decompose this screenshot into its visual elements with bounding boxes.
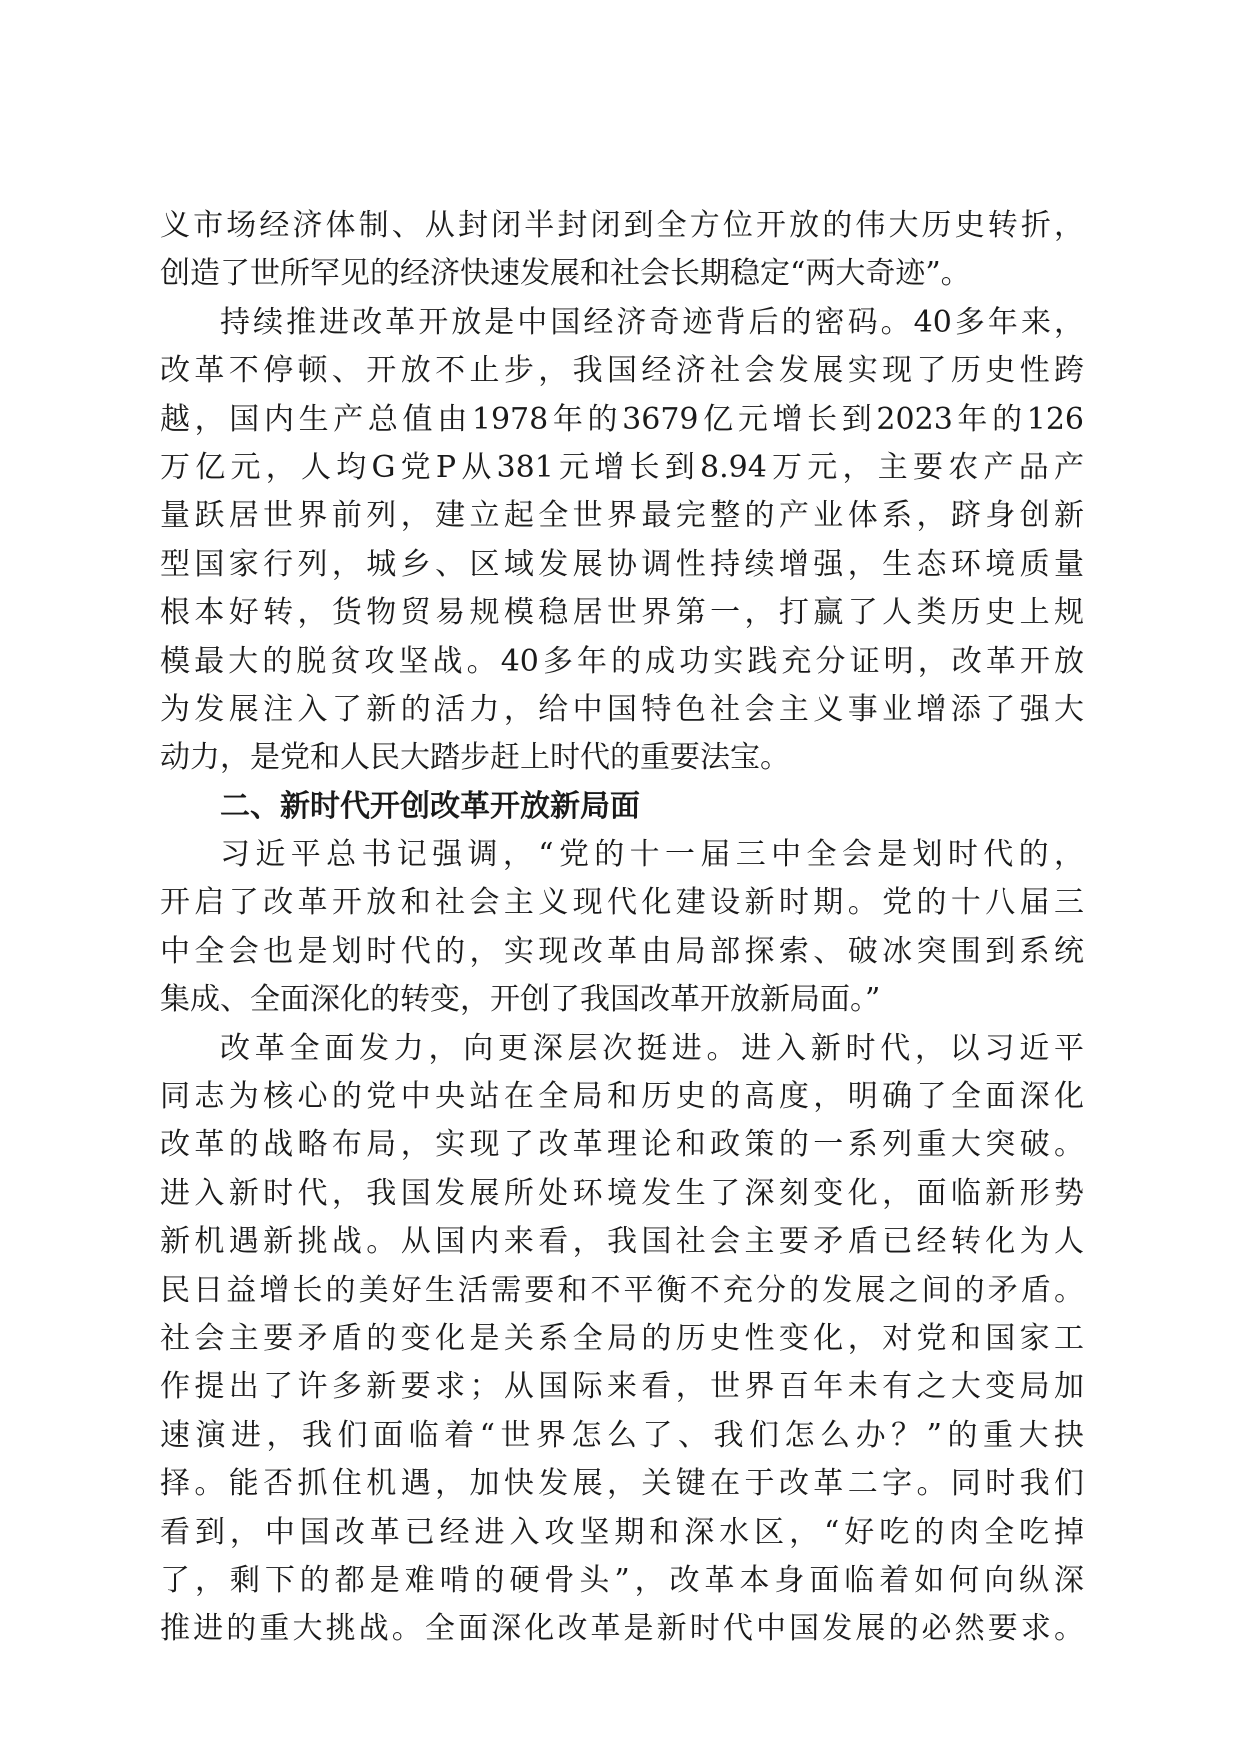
- text-line: 民日益增长的美好生活需要和不平衡不充分的发展之间的矛盾。: [160, 1272, 1084, 1308]
- paragraph-start-line: 持续推进改革开放是中国经济奇迹背后的密码。40多年来，: [220, 304, 1084, 340]
- section-heading: 二、新时代开创改革开放新局面: [220, 788, 640, 824]
- text-line: 模最大的脱贫攻坚战。40多年的成功实践充分证明，改革开放: [160, 643, 1084, 679]
- text-line: 进入新时代，我国发展所处环境发生了深刻变化，面临新形势: [160, 1175, 1084, 1211]
- text-line: 改革的战略布局，实现了改革理论和政策的一系列重大突破。: [160, 1127, 1084, 1163]
- text-line: 中全会也是划时代的，实现改革由局部探索、破冰突围到系统: [160, 933, 1084, 969]
- text-line: 越，国内生产总值由1978年的3679亿元增长到2023年的126: [160, 401, 1084, 437]
- paragraph-start-line: 改革全面发力，向更深层次挺进。进入新时代，以习近平: [220, 1030, 1084, 1066]
- text-line: 创造了世所罕见的经济快速发展和社会长期稳定“两大奇迹”。: [160, 256, 971, 292]
- text-line: 社会主要矛盾的变化是关系全局的历史性变化，对党和国家工: [160, 1320, 1084, 1356]
- text-line: 动力，是党和人民大踏步赶上时代的重要法宝。: [160, 740, 790, 776]
- text-line: 根本好转，货物贸易规模稳居世界第一，打赢了人类历史上规: [160, 595, 1084, 631]
- text-line: 同志为核心的党中央站在全局和历史的高度，明确了全面深化: [160, 1079, 1084, 1115]
- text-line: 作提出了许多新要求；从国际来看，世界百年未有之大变局加: [160, 1369, 1084, 1405]
- text-line: 新机遇新挑战。从国内来看，我国社会主要矛盾已经转化为人: [160, 1224, 1084, 1260]
- text-line: 为发展注入了新的活力，给中国特色社会主义事业增添了强大: [160, 691, 1084, 727]
- text-line: 推进的重大挑战。全面深化改革是新时代中国发展的必然要求。: [160, 1611, 1084, 1647]
- text-line: 开启了改革开放和社会主义现代化建设新时期。党的十八届三: [160, 885, 1084, 921]
- text-line: 改革不停顿、开放不止步，我国经济社会发展实现了历史性跨: [160, 353, 1084, 389]
- text-line: 了，剩下的都是难啃的硬骨头”，改革本身面临着如何向纵深: [160, 1562, 1084, 1598]
- text-line: 择。能否抓住机遇，加快发展，关键在于改革二字。同时我们: [160, 1466, 1084, 1502]
- document-page: [160, 202, 1084, 1654]
- paragraph-start-line: 习近平总书记强调，“党的十一届三中全会是划时代的，: [220, 837, 1084, 873]
- text-line: 看到，中国改革已经进入攻坚期和深水区，“好吃的肉全吃掉: [160, 1514, 1084, 1550]
- text-line: 型国家行列，城乡、区域发展协调性持续增强，生态环境质量: [160, 546, 1084, 582]
- text-line: 万亿元，人均G党P从381元增长到8.94万元，主要农产品产: [160, 449, 1084, 485]
- text-line: 量跃居世界前列，建立起全世界最完整的产业体系，跻身创新: [160, 498, 1084, 534]
- text-line: 速演进，我们面临着“世界怎么了、我们怎么办？”的重大抉: [160, 1417, 1084, 1453]
- text-line: 义市场经济体制、从封闭半封闭到全方位开放的伟大历史转折，: [160, 208, 1084, 243]
- text-line: 集成、全面深化的转变，开创了我国改革开放新局面。”: [160, 982, 881, 1018]
